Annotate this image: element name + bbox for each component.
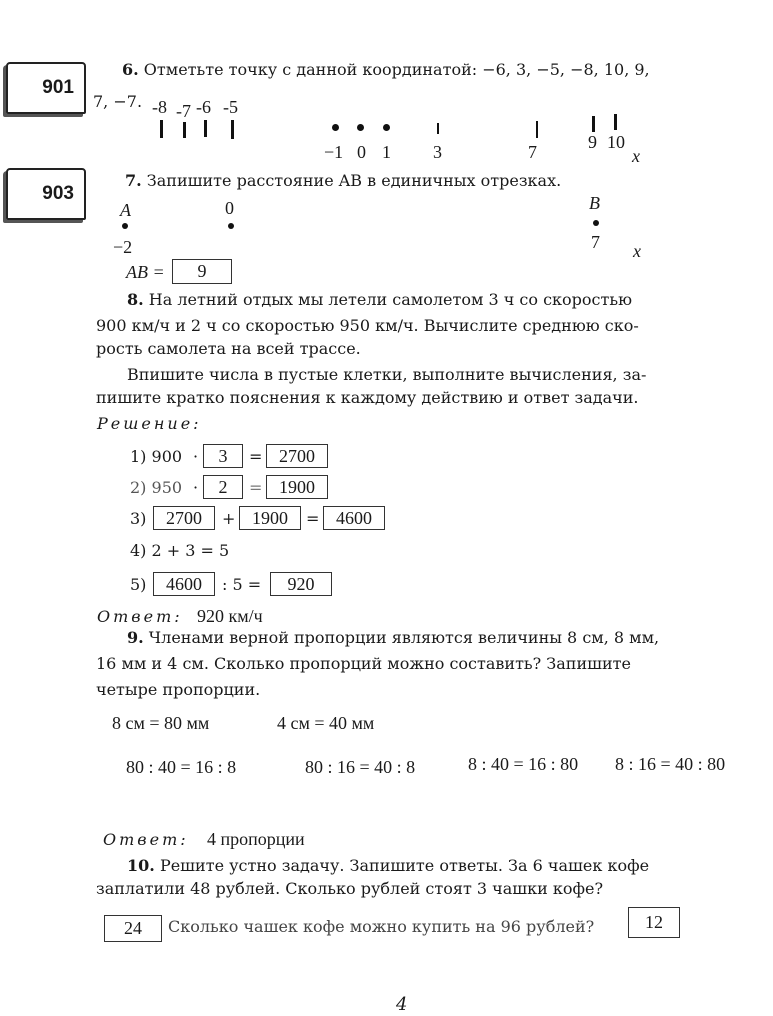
label: −1 <box>324 142 344 162</box>
point-label: 0 <box>225 198 234 218</box>
step-label: 3) <box>130 509 147 528</box>
tick <box>204 120 207 137</box>
task-number: 10. <box>127 856 155 875</box>
answer-box[interactable]: 2 <box>203 475 243 499</box>
answer-box[interactable]: 4600 <box>153 572 215 596</box>
answer-box[interactable]: 1900 <box>266 475 328 499</box>
tick <box>592 116 595 132</box>
task9-line: четыре пропорции. <box>96 680 261 699</box>
label: −2 <box>113 237 133 257</box>
answer-box[interactable]: 920 <box>270 572 332 596</box>
tick <box>183 122 186 138</box>
label: -6 <box>196 97 211 117</box>
label: 7 <box>528 142 537 162</box>
task8-line <box>127 290 632 310</box>
label: 7 <box>591 232 600 252</box>
page-number: 4 <box>396 994 408 1015</box>
exercise-ref-badge: 901 <box>6 62 86 114</box>
conversion: 8 см = 80 мм <box>112 713 210 733</box>
step-4: 4) 2 + 3 = 5 <box>130 541 230 560</box>
label: -8 <box>152 97 167 117</box>
label: 9 <box>588 132 597 152</box>
text: Членами верной пропорции являются величины 8 см, 8 мм, <box>148 628 660 647</box>
point <box>332 124 339 131</box>
answer-box[interactable]: 4600 <box>323 506 385 530</box>
answer-text: 4 пропорции <box>207 829 305 849</box>
proportion: 8 : 16 = 40 : 80 <box>615 754 726 774</box>
answer-box[interactable]: 1900 <box>239 506 301 530</box>
task-number: 6. <box>122 60 139 79</box>
point <box>383 124 390 131</box>
axis-label: x <box>632 146 640 166</box>
operator: + <box>222 509 236 528</box>
tick <box>160 120 163 138</box>
step-label: 2) 950 <box>130 478 183 497</box>
answer-box[interactable]: 12 <box>628 907 680 938</box>
operator: = <box>249 447 263 466</box>
point-label: B <box>589 193 600 213</box>
task8-line: рость самолета на всей трассе. <box>96 339 361 358</box>
text: Решите устно задачу. Запишите ответы. За 6 чашек кофе <box>159 856 650 875</box>
operator: : 5 = <box>222 575 262 594</box>
label: 1 <box>382 142 391 162</box>
instruction-line: Впишите числа в пустые клетки, выполните вычисления, за- <box>127 365 647 384</box>
tick <box>536 121 538 138</box>
tick <box>231 120 234 139</box>
point-label: A <box>120 200 131 220</box>
operator: = <box>249 478 263 497</box>
tick <box>437 123 439 134</box>
point <box>357 124 364 131</box>
task6-text2: 7, −7. <box>93 92 143 111</box>
task10-line: заплатили 48 рублей. Сколько рублей стоят 3 чашки кофе? <box>96 879 604 898</box>
task9-line <box>127 628 659 648</box>
instruction-line: пишите кратко пояснения к каждому действию и ответ задачи. <box>96 388 639 407</box>
step-label: 1) 900 <box>130 447 183 466</box>
answer-box[interactable]: 2700 <box>266 444 328 468</box>
operator: = <box>306 509 320 528</box>
task-number: 9. <box>127 628 144 647</box>
tick <box>614 114 617 130</box>
task6-text <box>122 60 650 80</box>
task6-line: Отметьте точку с данной координатой: −6, 3, −5, −8, 10, 9, <box>143 60 650 79</box>
answer-text: 920 км/ч <box>197 606 263 626</box>
task8-line: 900 км/ч и 2 ч со скоростью 950 км/ч. Вычислите среднюю ско- <box>96 316 639 335</box>
operator: · <box>193 478 199 497</box>
answer-label: Ответ: <box>103 830 189 849</box>
answer-box[interactable]: 3 <box>203 444 243 468</box>
proportion: 80 : 40 = 16 : 8 <box>126 757 237 777</box>
question-2: Сколько чашек кофе можно купить на 96 рублей? <box>168 917 595 936</box>
answer-box[interactable]: 24 <box>104 915 162 942</box>
answer-box[interactable]: 9 <box>172 259 232 284</box>
exercise-ref-badge: 903 <box>6 168 86 220</box>
label: 3 <box>433 142 442 162</box>
proportion: 80 : 16 = 40 : 8 <box>305 757 416 777</box>
point <box>228 223 234 229</box>
task10-line <box>127 856 649 876</box>
answer-box[interactable]: 2700 <box>153 506 215 530</box>
label: -7 <box>176 101 191 121</box>
point <box>122 223 128 229</box>
task-number: 8. <box>127 290 144 309</box>
axis-label: x <box>633 241 641 261</box>
label: 10 <box>607 132 625 152</box>
task7-text <box>125 171 561 191</box>
point <box>593 220 599 226</box>
ab-label: AB = <box>126 262 165 282</box>
answer-label: Ответ: <box>97 607 183 626</box>
step-label: 5) <box>130 575 147 594</box>
label: 0 <box>357 142 366 162</box>
operator: · <box>193 447 199 466</box>
text: На летний отдых мы летели самолетом 3 ч со скоростью <box>148 290 633 309</box>
task-number: 7. <box>125 171 142 190</box>
solution-label: Решение: <box>97 414 202 433</box>
task9-line: 16 мм и 4 см. Сколько пропорций можно составить? Запишите <box>96 654 631 673</box>
task7-line: Запишите расстояние AB в единичных отрезках. <box>146 171 562 190</box>
proportion: 8 : 40 = 16 : 80 <box>468 754 579 774</box>
conversion: 4 см = 40 мм <box>277 713 375 733</box>
label: -5 <box>223 97 238 117</box>
